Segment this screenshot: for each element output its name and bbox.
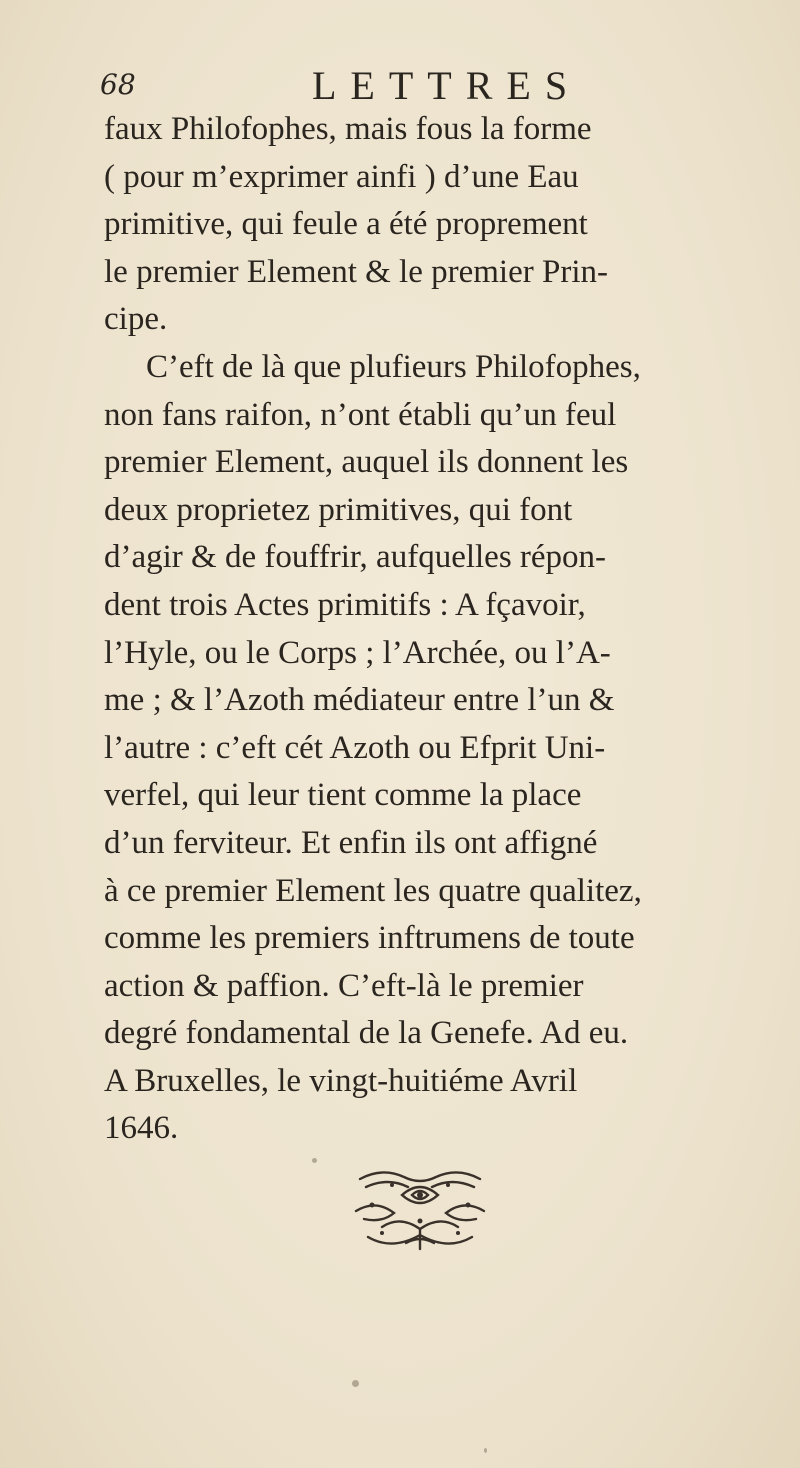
paper-speck (352, 1380, 359, 1387)
text-line: me ; & l’Azoth médiateur entre l’un & (104, 682, 615, 719)
text-line: action & paffion. C’eft-là le premier (104, 967, 584, 1004)
text-line: ( pour m’exprimer ainfi ) d’une Eau (104, 158, 579, 195)
text-line: comme les premiers inftrumens de toute (104, 920, 635, 957)
text-line: primitive, qui feule a été proprement (104, 206, 588, 243)
text-line: 1646. (104, 1110, 179, 1147)
text-line: verfel, qui leur tient comme la place (104, 777, 582, 814)
text-line: dent trois Actes primitifs : A fçavoir, (104, 586, 586, 623)
text-line: d’agir & de fouffrir, aufquelles répon- (104, 539, 607, 576)
text-line: l’Hyle, ou le Corps ; l’Archée, ou l’A- (104, 634, 611, 671)
text-line: l’autre : c’eft cét Azoth ou Efprit Uni- (104, 729, 606, 766)
text-line: d’un ferviteur. Et enfin ils ont affigné (104, 824, 598, 861)
paper-speck (484, 1448, 487, 1453)
page-number: 68 (100, 68, 136, 101)
body-text (104, 106, 774, 1153)
running-title: LETTRES (312, 63, 582, 108)
text-line: degré fondamental de la Genefe. Ad eu. (104, 1015, 629, 1052)
paper-speck (312, 1158, 317, 1163)
text-line: deux proprietez primitives, qui font (104, 491, 573, 528)
text-line: faux Philofophes, mais fous la forme (104, 111, 592, 147)
text-line: C’eft de là que plufieurs Philofophes, (146, 348, 641, 385)
text-line: le premier Element & le premier Prin- (104, 253, 608, 290)
printers-ornament-icon (342, 1165, 498, 1253)
text-line: cipe. (104, 301, 168, 338)
text-line: A Bruxelles, le vingt-huitiéme Avril (104, 1062, 578, 1099)
text-line: premier Element, auquel ils donnent les (104, 444, 629, 481)
page-header (100, 62, 740, 112)
text-line: à ce premier Element les quatre qualitez, (104, 872, 642, 909)
text-line: non fans raifon, n’ont établi qu’un feul (104, 396, 617, 433)
